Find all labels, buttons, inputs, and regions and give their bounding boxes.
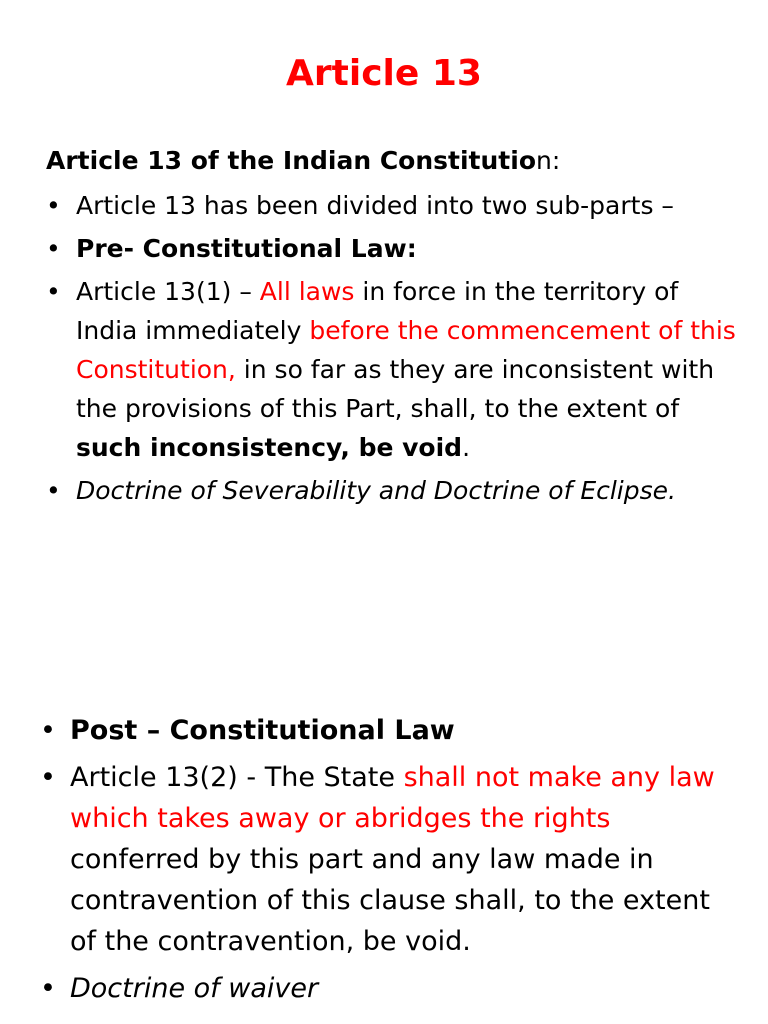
article-13-1-text [76,277,736,462]
list-item [40,757,740,962]
text-run: conferred by this part and any law made in contravention of this clause shall, to the extent of the contravention, be void. [70,844,710,957]
list-item [40,710,740,751]
highlight-text: before the commencement of this Constitution, [76,316,736,384]
bullet-icon: • [46,476,61,505]
article-13-2-text [70,762,715,957]
list-item [46,272,746,467]
text-run: . [462,433,471,462]
bullet-icon: • [46,234,61,263]
text-run: Article 13(1) – [76,277,260,306]
text-run: Article 13(2) - The State [70,762,404,793]
list-item [46,229,746,268]
text-run: in so far as they are inconsistent with the provisions of this Part, shall, to the extent of [76,355,715,423]
highlight-text: All laws [259,277,355,306]
text-run: in force in the territory of India immediately [76,277,679,345]
bullet-icon: • [40,762,56,793]
intro-heading-bold: Article 13 of the Indian Constitutio [46,146,537,175]
list-item-text: Article 13 has been divided into two sub-parts – [76,191,674,220]
bullet-icon: • [40,973,56,1004]
doctrine-text: Doctrine of Severability and Doctrine of Eclipse. [76,476,676,505]
pre-constitutional-list [46,186,746,514]
doctrine-text: Doctrine of waiver [70,973,319,1004]
bullet-icon: • [46,191,61,220]
pre-constitutional-heading: Pre- Constitutional Law: [76,234,417,263]
list-item [46,471,746,510]
post-constitutional-list [40,710,740,1015]
list-item [46,186,746,225]
bullet-icon: • [46,277,61,306]
emphasis-text: such inconsistency, be void [76,433,463,462]
slide-title: Article 13 [286,53,482,94]
post-constitutional-heading: Post – Constitutional Law [70,715,455,746]
list-item [40,968,740,1009]
intro-heading-tail: n: [536,146,561,175]
intro-heading [46,143,746,179]
bullet-icon: • [40,715,56,746]
highlight-text: shall not make any law which takes away or abridges the rights [70,762,715,834]
